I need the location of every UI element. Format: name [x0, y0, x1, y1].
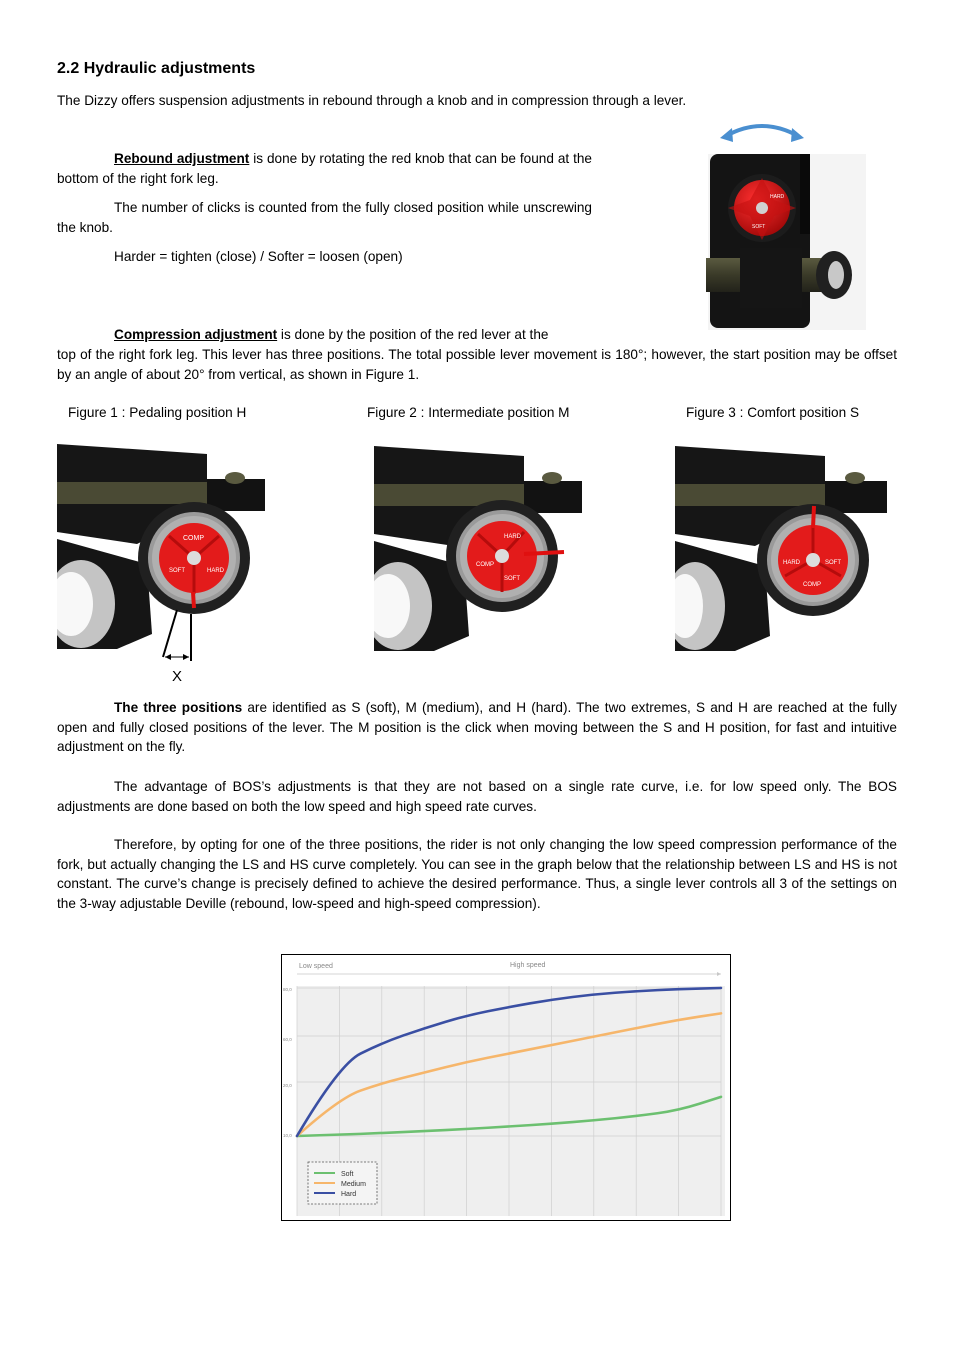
rebound-clicks-paragraph: The number of clicks is counted from the fully closed position while unscrewing the knob. — [57, 200, 592, 235]
fig1-dial-left: SOFT — [169, 568, 185, 574]
three-positions-text: are identified as S (soft), M (medium), and H (hard). The two extremes, S and H are reached at the fully open and fully closed positions of the lever. The M position is the click when moving between the S and H position, for fast and intuitive adjustment on the fly. — [57, 700, 897, 754]
y-tick-label: 10,0 — [283, 1133, 292, 1138]
damping-curve-chart — [281, 954, 731, 1222]
compression-paragraph-rest: top of the right fork leg. This lever has three positions. The total possible lever movement is 180°; however, the start position may be offset by an angle of about 20° from vertical, as shown in Figure 1. — [57, 347, 897, 382]
advantage-paragraph: The advantage of BOS’s adjustments is that they are not based on a single rate curve, i.e. for low speed only. The BOS adjustments are done based on both the low speed and high speed rate curves. — [57, 779, 897, 814]
figure-2-caption: Figure 2 : Intermediate position M — [367, 405, 570, 420]
rotation-arrow-icon — [726, 126, 798, 136]
compression-heading: Compression adjustment — [114, 327, 278, 342]
fig1-marker-x: X — [172, 668, 183, 685]
rebound-paragraph — [57, 149, 592, 188]
three-positions-lead: The three positions — [114, 700, 243, 715]
compression-paragraph-line1 — [57, 325, 617, 345]
fig3-dial-top: SOFT — [825, 560, 841, 566]
figure-2-image — [374, 446, 584, 656]
legend-label-soft: Soft — [341, 1171, 354, 1178]
figure-1-image — [57, 444, 272, 689]
fig1-dial-top: COMP — [183, 535, 204, 542]
therefore-paragraph: Therefore, by opting for one of the three positions, the rider is not only changing the low speed compression performance of the fork, but actually changing the LS and HS curve completely. You can see in the graph below that the relationship between LS and HS is not constant. The curve’s change is precisely defined to achieve the desired performance. Thus, a single lever controls all 3 of the settings on the 3-way adjustable Deville (rebound, low-speed and high-speed compression). — [57, 837, 897, 911]
chart-region-high-speed: High speed — [510, 962, 546, 969]
y-tick-label: 20,0 — [283, 1083, 292, 1088]
figure-3-image — [675, 446, 890, 656]
fig2-dial-top: HARD — [504, 534, 522, 540]
rebound-rule: Harder = tighten (close) / Softer = loosen (open) — [114, 249, 403, 264]
compression-text-a: is done by the position of the red lever at the — [277, 327, 549, 342]
legend-label-hard: Hard — [341, 1191, 357, 1198]
y-tick-label: 80,0 — [283, 987, 292, 992]
three-positions-paragraph — [57, 698, 897, 757]
rebound-knob-image — [700, 118, 870, 330]
rebound-heading: Rebound adjustment — [114, 151, 250, 166]
section-title: 2.2 Hydraulic adjustments — [57, 60, 256, 77]
legend-label-medium: Medium — [341, 1181, 366, 1188]
knob-label-soft: SOFT — [752, 224, 766, 230]
fig2-dial-left: COMP — [476, 562, 494, 568]
fig2-dial-right: SOFT — [504, 576, 520, 582]
knob-label-hard: HARD — [770, 194, 785, 200]
figure-3-caption: Figure 3 : Comfort position S — [686, 405, 860, 420]
y-tick-label: 60,0 — [283, 1037, 292, 1042]
chart-region-low-speed: Low speed — [299, 963, 333, 970]
fig3-dial-left: HARD — [783, 560, 801, 566]
intro-paragraph: The Dizzy offers suspension adjustments in rebound through a knob and in compression through a lever. — [57, 93, 687, 108]
rebound-text: is done by rotating the red knob that can be found at the bottom of the right fork leg. — [57, 151, 592, 186]
fig1-dial-right: HARD — [207, 568, 225, 574]
figure-1-caption: Figure 1 : Pedaling position H — [68, 405, 247, 420]
fig3-dial-right: COMP — [803, 582, 821, 588]
